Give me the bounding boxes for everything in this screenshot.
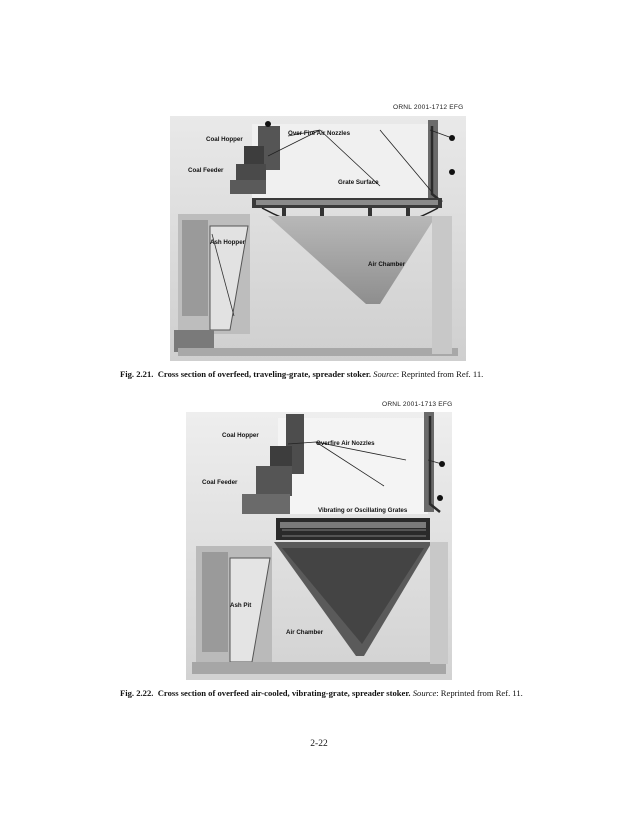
figure2-label-air-chamber: Air Chamber [286, 629, 324, 636]
figure1-label-grate-surface: Grate Surface [338, 179, 379, 186]
figure1-caption-source-text: : Reprinted from Ref. 11. [396, 369, 484, 379]
figure1-label-over-fire-air: Over Fire Air Nozzles [288, 130, 351, 137]
figure2-caption-source-label: Source [412, 688, 437, 698]
figure1-tag: ORNL 2001-1712 EFG [393, 104, 464, 111]
figure1-label-air-chamber: Air Chamber [368, 261, 406, 268]
figure1-caption [120, 367, 560, 382]
figure2-label-grates: Vibrating or Oscillating Grates [318, 507, 408, 514]
figure2-caption-source-text: : Reprinted from Ref. 11. [436, 688, 523, 698]
figure2-caption-number: Fig. 2.22. [120, 688, 154, 698]
figure2-diagram [186, 412, 452, 680]
figure2-caption [86, 686, 542, 701]
figure1-caption-text: Cross section of overfeed, traveling-grate, spreader stoker. [157, 369, 372, 379]
figure2-tag: ORNL 2001-1713 EFG [382, 401, 453, 408]
page-number: 2-22 [310, 739, 328, 749]
figure1-label-coal-feeder: Coal Feeder [188, 167, 224, 174]
figure1-diagram [170, 116, 466, 361]
figure1-stoker-illustration [170, 116, 466, 361]
figure2-caption-text: Cross section of overfeed air-cooled, vibrating-grate, spreader stoker. [157, 688, 411, 698]
figure2-stoker-illustration [186, 412, 452, 680]
figure1-label-coal-hopper: Coal Hopper [206, 136, 243, 143]
figure2-label-coal-feeder: Coal Feeder [202, 479, 238, 486]
figure1-label-ash-hopper: Ash Hopper [210, 239, 246, 246]
figure2-label-ash-pit: Ash Pit [230, 602, 252, 609]
figure1-caption-number: Fig. 2.21. [120, 369, 154, 379]
figure2-label-coal-hopper: Coal Hopper [222, 432, 259, 439]
figure1-caption-source-label: Source [373, 369, 397, 379]
figure2-label-overfire-air: Overfire Air Nozzles [316, 440, 375, 447]
